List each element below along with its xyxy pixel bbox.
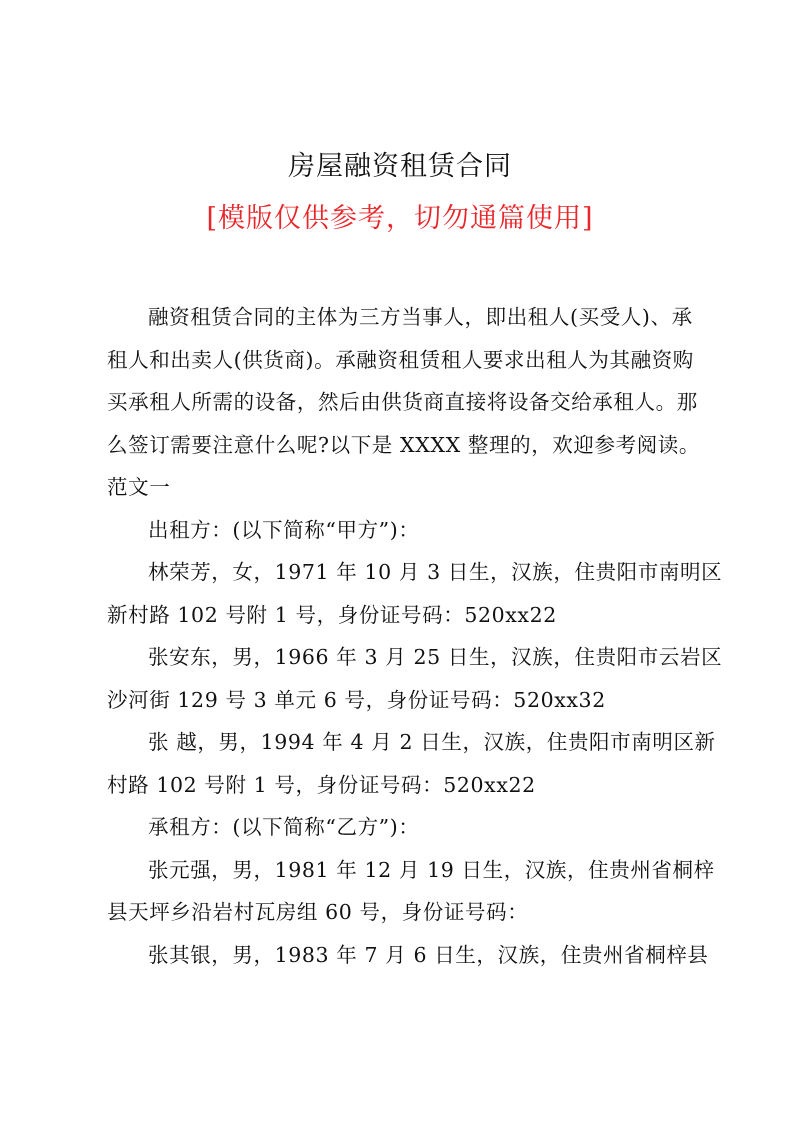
text-line: 融资租赁合同的主体为三方当事人，即出租人(买受人)、承 [148,305,693,329]
text-line: 承租方：(以下简称“乙方”)： [148,815,420,839]
text-line: 张元强，男，1981 年 12 月 19 日生，汉族，住贵州省桐梓 [148,857,715,882]
text-line: 县天坪乡沿岩村瓦房组 60 号，身份证号码： [107,900,529,924]
document-body [107,296,723,976]
text-line: 林荣芳，女，1971 年 10 月 3 日生，汉族，住贵阳市南明区 [148,560,723,584]
text-line: 么签订需要注意什么呢?以下是 XXXX 整理的，欢迎参考阅读。 [107,432,700,457]
text-line: 村路 102 号附 1 号，身份证号码：520xx22 [107,772,536,797]
text-line: 张安东，男，1966 年 3 月 25 日生，汉族，住贵阳市云岩区 [148,645,723,669]
text-line: 张 越，男，1994 年 4 月 2 日生，汉族，住贵阳市南明区新 [148,730,716,754]
text-line: 租人和出卖人(供货商)。承融资租赁租人要求出租人为其融资购 [107,347,694,372]
text-line: 沙河街 129 号 3 单元 6 号，身份证号码：520xx32 [107,687,606,712]
template-notice: [模版仅供参考，切勿通篇使用] [206,203,594,234]
text-line: 买承租人所需的设备，然后由供货商直接将设备交给承租人。那 [107,390,698,414]
text-line: 新村路 102 号附 1 号，身份证号码：520xx22 [107,602,557,627]
document-title: 房屋融资租赁合同 [288,151,512,182]
text-line: 出租方：(以下简称“甲方”)： [148,517,420,542]
text-line: 张其银，男，1983 年 7 月 6 日生，汉族，住贵州省桐梓县 [148,942,709,967]
text-line: 范文一 [107,475,171,499]
